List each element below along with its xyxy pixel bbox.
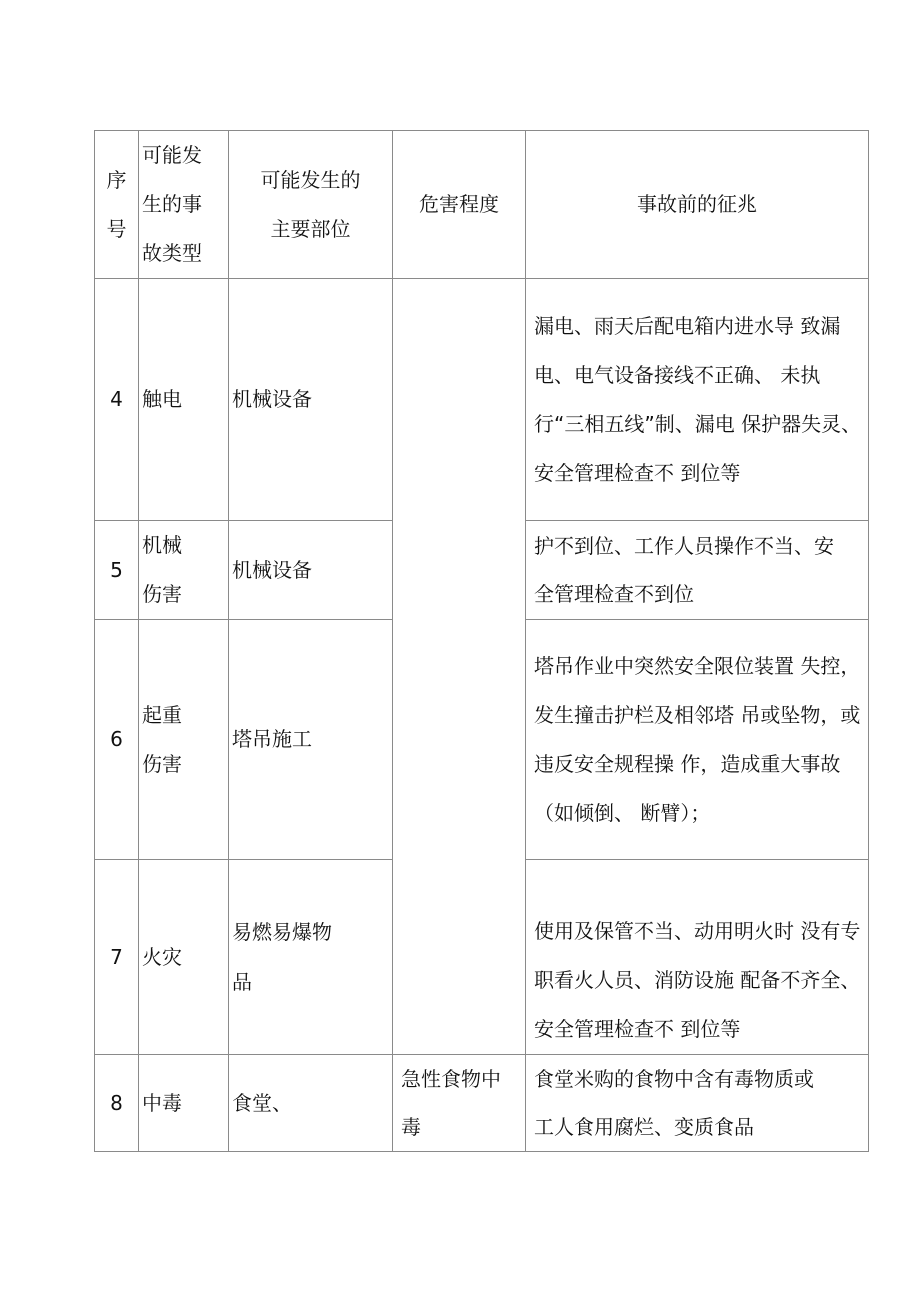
row-location-text: 食堂、 <box>232 1090 292 1115</box>
header-severity <box>393 131 526 279</box>
row-seq <box>95 521 139 620</box>
row-type-text: 火灾 <box>142 944 182 969</box>
row-type <box>139 521 229 620</box>
row-type-text: 触电 <box>142 387 182 411</box>
row-seq-text: 7 <box>110 944 123 969</box>
row-type <box>139 279 229 521</box>
table-header-row <box>95 131 869 279</box>
row-severity-text: 急性食物中毒 <box>401 1067 501 1139</box>
row-location <box>229 860 393 1055</box>
header-location <box>229 131 393 279</box>
row-location <box>229 521 393 620</box>
row-signs <box>526 1055 869 1152</box>
row-seq <box>95 620 139 860</box>
row-signs <box>526 620 869 860</box>
row-seq <box>95 1055 139 1152</box>
header-seq <box>95 131 139 279</box>
row-location-text: 机械设备 <box>232 387 312 411</box>
header-accident-type <box>139 131 229 279</box>
row-signs-text: 护不到位、工作人员操作不当、安全管理检查不到位 <box>534 534 834 606</box>
header-signs-text: 事故前的征兆 <box>637 192 757 216</box>
row-seq <box>95 279 139 521</box>
row-type <box>139 1055 229 1152</box>
header-seq-text: 序号 <box>106 167 127 241</box>
table-row <box>95 1055 869 1152</box>
header-accident-type-text: 可能发生的事故类型 <box>142 143 202 265</box>
row-location-text: 易燃易爆物品 <box>232 920 332 994</box>
row-signs-text: 使用及保管不当、动用明火时 没有专职看火人员、消防设施 配备不齐全、安全管理检查不 到位等 <box>534 919 861 1041</box>
row-type-text: 起重伤害 <box>142 702 182 776</box>
row-location <box>229 620 393 860</box>
accident-hazard-table <box>94 130 869 1152</box>
header-severity-text: 危害程度 <box>419 192 499 216</box>
row-type-text: 中毒 <box>142 1090 182 1115</box>
row-type <box>139 860 229 1055</box>
row-location <box>229 279 393 521</box>
row-location-text: 机械设备 <box>232 557 312 582</box>
row-severity-merged <box>393 279 526 1055</box>
row-severity <box>393 1055 526 1152</box>
row-signs <box>526 860 869 1055</box>
row-seq-text: 6 <box>110 727 123 751</box>
row-signs <box>526 279 869 521</box>
row-location <box>229 1055 393 1152</box>
row-seq <box>95 860 139 1055</box>
table-row <box>95 279 869 521</box>
row-type-text: 机械伤害 <box>142 533 182 606</box>
header-signs <box>526 131 869 279</box>
row-signs-text: 食堂米购的食物中含有毒物质或工人食用腐烂、变质食品 <box>534 1067 814 1139</box>
row-signs <box>526 521 869 620</box>
row-type <box>139 620 229 860</box>
row-signs-text: 塔吊作业中突然安全限位装置 失控，发生撞击护栏及相邻塔 吊或坠物，或违反安全规程操 作，造成重大事故（如倾倒、 断臂）； <box>534 653 861 825</box>
row-seq-text: 8 <box>110 1090 123 1115</box>
header-location-text: 可能发生的主要部位 <box>260 167 361 241</box>
row-seq-text: 4 <box>110 387 123 411</box>
row-location-text: 塔吊施工 <box>232 727 312 751</box>
row-seq-text: 5 <box>110 557 123 582</box>
row-signs-text: 漏电、雨天后配电箱内进水导 致漏电、电气设备接线不正确、 未执行“三相五线”制、漏电 保护器失灵、安全管理检查不 到位等 <box>534 313 862 485</box>
